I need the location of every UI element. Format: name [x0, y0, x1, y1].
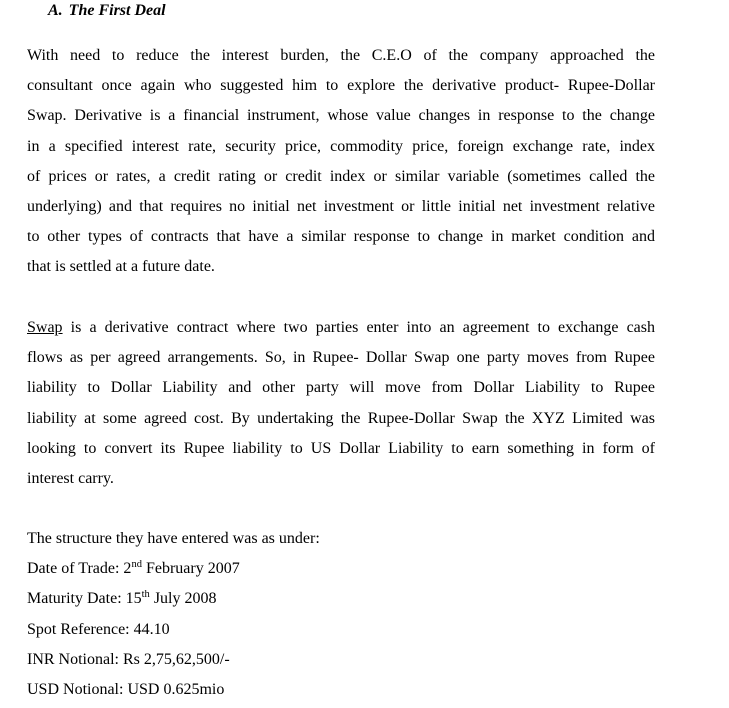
trade-date	[27, 554, 320, 584]
section-number: A.	[48, 2, 63, 19]
paragraph-line: consultant once again who suggested him to explore the derivative product- Rupee-Dollar	[27, 77, 655, 95]
section-heading	[48, 2, 166, 20]
deal-structure	[27, 524, 320, 705]
paragraph-line: in a specified interest rate, security price, commodity price, foreign exchange rate, index	[27, 137, 655, 155]
paragraph-line: of prices or rates, a credit rating or credit index or similar variable (sometimes called the	[27, 167, 655, 185]
paragraph-line: looking to convert its Rupee liability to US Dollar Liability to earn something in form of	[27, 439, 655, 457]
trade-date-ordinal: nd	[131, 559, 142, 571]
paragraph-line-rest: is a derivative contract where two parties enter into an agreement to exchange cash	[62, 319, 655, 336]
maturity-date-rest: July 2008	[149, 590, 217, 608]
swap-term: Swap	[27, 319, 63, 336]
paragraph-line	[27, 313, 655, 343]
paragraph-line: liability to Dollar Liability and other party will move from Dollar Liability to Rupee	[27, 379, 655, 397]
paragraph-line: Swap. Derivative is a financial instrument, whose value changes in response to the change	[27, 107, 655, 125]
paragraph-line: liability at some agreed cost. By undertaking the Rupee-Dollar Swap the XYZ Limited was	[27, 409, 655, 427]
paragraph-line: interest carry.	[27, 470, 114, 488]
maturity-date	[27, 584, 320, 614]
structure-intro: The structure they have entered was as under:	[27, 530, 320, 547]
paragraph-line: to other types of contracts that have a similar response to change in market condition and	[27, 228, 655, 246]
maturity-date-ordinal: th	[141, 589, 150, 601]
usd-notional: USD Notional: USD 0.625mio	[27, 681, 225, 699]
paragraph-derivative-definition	[27, 41, 655, 283]
paragraph-line: flows as per agreed arrangements. So, in Rupee- Dollar Swap one party moves from Rupee	[27, 349, 655, 367]
paragraph-line: that is settled at a future date.	[27, 258, 215, 276]
maturity-date-label: Maturity Date: 15	[27, 590, 142, 608]
section-title: The First Deal	[68, 2, 166, 19]
inr-notional: INR Notional: Rs 2,75,62,500/-	[27, 650, 230, 668]
trade-date-label: Date of Trade: 2	[27, 560, 132, 578]
paragraph-line: With need to reduce the interest burden, the C.E.O of the company approached the	[27, 47, 655, 64]
spot-reference: Spot Reference: 44.10	[27, 620, 170, 638]
paragraph-swap-definition	[27, 313, 655, 494]
paragraph-line: underlying) and that requires no initial net investment or little initial net investment relative	[27, 198, 655, 216]
trade-date-rest: February 2007	[141, 560, 240, 578]
